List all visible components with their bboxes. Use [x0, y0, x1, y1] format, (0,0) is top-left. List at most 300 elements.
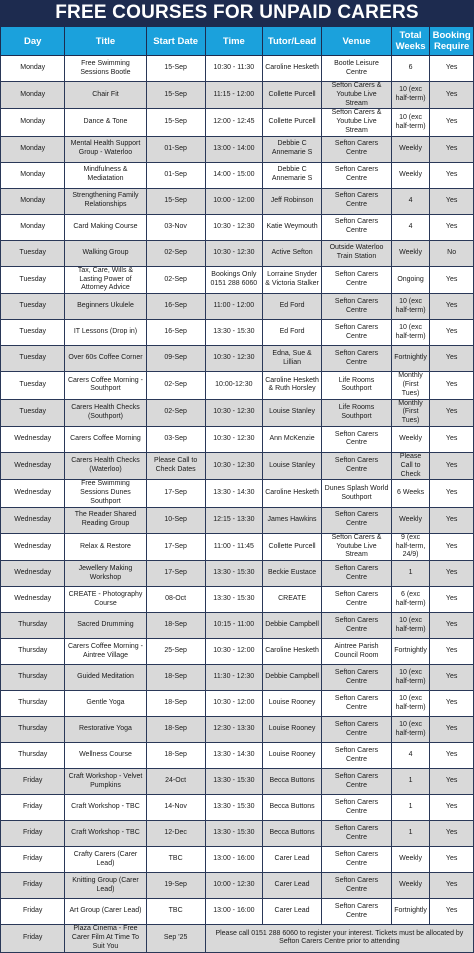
row-day: Monday: [1, 82, 65, 109]
row-title: Free Swimming Sessions Bootle: [65, 56, 146, 82]
row-day: Wednesday: [1, 426, 65, 452]
row-booking-required: Yes: [430, 109, 474, 136]
row-day: Wednesday: [1, 480, 65, 507]
row-booking-required: Yes: [430, 533, 474, 560]
row-time: Bookings Only 0151 288 6060: [205, 266, 262, 293]
row-title: Gentle Yoga: [65, 691, 146, 717]
row-title: IT Lessons (Drop in): [65, 320, 146, 346]
row-total-weeks: Please Call to Check: [391, 452, 429, 479]
table-row: [1, 480, 474, 507]
row-day: Thursday: [1, 691, 65, 717]
row-title: Chair Fit: [65, 82, 146, 109]
header-start-date: Start Date: [146, 27, 205, 56]
row-venue: Sefton Carers Centre: [322, 136, 392, 162]
row-start-date: 16-Sep: [146, 320, 205, 346]
row-day: Tuesday: [1, 320, 65, 346]
row-start-date: 18-Sep: [146, 691, 205, 717]
row-venue: Sefton Carers Centre: [322, 665, 392, 691]
row-day: Monday: [1, 109, 65, 136]
row-booking-required: Yes: [430, 561, 474, 587]
row-venue: Sefton Carers & Youtube Live Stream: [322, 109, 392, 136]
row-time: 13:00 - 16:00: [205, 899, 262, 925]
row-total-weeks: 10 (exc half-term): [391, 82, 429, 109]
row-title: Plaza Cinema - Free Carer Film At Time To Suit You: [65, 925, 146, 952]
row-time: 12:15 - 13:30: [205, 507, 262, 533]
row-tutor-lead: Carer Lead: [262, 847, 321, 873]
row-time: 13:30 - 15:30: [205, 561, 262, 587]
registration-note: Please call 0151 288 6060 to register your interest. Tickets must be allocated by Sefton Carers Centre prior to attending: [205, 925, 473, 952]
row-tutor-lead: Louise Rooney: [262, 717, 321, 743]
row-day: Thursday: [1, 639, 65, 665]
table-row: [1, 533, 474, 560]
table-row: [1, 769, 474, 795]
row-venue: Sefton Carers Centre: [322, 795, 392, 821]
row-start-date: 03-Nov: [146, 214, 205, 240]
row-tutor-lead: Caroline Hesketh: [262, 480, 321, 507]
page-title: FREE COURSES FOR UNPAID CARERS: [0, 0, 474, 26]
table-row: [1, 743, 474, 769]
row-venue: Sefton Carers Centre: [322, 266, 392, 293]
row-start-date: 18-Sep: [146, 613, 205, 639]
row-day: Monday: [1, 136, 65, 162]
row-day: Friday: [1, 925, 65, 952]
row-tutor-lead: Carer Lead: [262, 873, 321, 899]
row-venue: Aintree Parish Council Room: [322, 639, 392, 665]
row-venue: Sefton Carers Centre: [322, 346, 392, 372]
table-row: [1, 691, 474, 717]
row-day: Friday: [1, 769, 65, 795]
row-day: Wednesday: [1, 533, 65, 560]
row-venue: Sefton Carers Centre: [322, 743, 392, 769]
row-day: Friday: [1, 795, 65, 821]
table-row: [1, 320, 474, 346]
row-booking-required: Yes: [430, 399, 474, 426]
table-body: [1, 56, 474, 953]
row-total-weeks: 4: [391, 743, 429, 769]
row-start-date: 17-Sep: [146, 480, 205, 507]
row-venue: Sefton Carers Centre: [322, 769, 392, 795]
row-title: Craft Workshop - TBC: [65, 821, 146, 847]
row-venue: Sefton Carers & Youtube Live Stream: [322, 82, 392, 109]
row-title: Free Swimming Sessions Dunes Southport: [65, 480, 146, 507]
row-day: Tuesday: [1, 294, 65, 320]
row-time: 10:30 - 12:30: [205, 452, 262, 479]
row-tutor-lead: Ann McKenzie: [262, 426, 321, 452]
row-total-weeks: Fortnightly: [391, 346, 429, 372]
row-total-weeks: 10 (exc half-term): [391, 320, 429, 346]
row-booking-required: Yes: [430, 426, 474, 452]
row-title: Art Group (Carer Lead): [65, 899, 146, 925]
table-row: [1, 346, 474, 372]
row-venue: Sefton Carers Centre: [322, 188, 392, 214]
row-day: Tuesday: [1, 266, 65, 293]
row-title: Strengthening Family Relationships: [65, 188, 146, 214]
row-time: 13:30 - 15:30: [205, 795, 262, 821]
table-row: [1, 240, 474, 266]
row-booking-required: Yes: [430, 873, 474, 899]
row-day: Friday: [1, 821, 65, 847]
row-total-weeks: 10 (exc half-term): [391, 294, 429, 320]
table-row: [1, 136, 474, 162]
row-total-weeks: Ongoing: [391, 266, 429, 293]
row-day: Tuesday: [1, 240, 65, 266]
header-booking-required: Booking Require: [430, 27, 474, 56]
row-tutor-lead: Louise Stanley: [262, 452, 321, 479]
row-title: Carers Health Checks (Southport): [65, 399, 146, 426]
row-booking-required: Yes: [430, 743, 474, 769]
header-tutor-lead: Tutor/Lead: [262, 27, 321, 56]
row-booking-required: Yes: [430, 587, 474, 613]
row-venue: Sefton Carers Centre: [322, 691, 392, 717]
row-day: Wednesday: [1, 561, 65, 587]
row-venue: Sefton Carers Centre: [322, 162, 392, 188]
row-start-date: 17-Sep: [146, 561, 205, 587]
row-venue: Dunes Splash World Southport: [322, 480, 392, 507]
row-start-date: TBC: [146, 899, 205, 925]
row-title: Carers Coffee Morning: [65, 426, 146, 452]
row-start-date: 10-Sep: [146, 507, 205, 533]
row-start-date: 15-Sep: [146, 188, 205, 214]
row-tutor-lead: Collette Purcell: [262, 82, 321, 109]
table-row: [1, 795, 474, 821]
row-total-weeks: 4: [391, 188, 429, 214]
row-booking-required: Yes: [430, 613, 474, 639]
row-booking-required: Yes: [430, 821, 474, 847]
row-total-weeks: Weekly: [391, 507, 429, 533]
row-title: Over 60s Coffee Corner: [65, 346, 146, 372]
row-tutor-lead: CREATE: [262, 587, 321, 613]
row-time: 10:15 - 11:00: [205, 613, 262, 639]
table-row: [1, 452, 474, 479]
row-title: Mindfulness & Mediatation: [65, 162, 146, 188]
row-total-weeks: Fortnightly: [391, 639, 429, 665]
table-row: [1, 587, 474, 613]
row-tutor-lead: Louise Stanley: [262, 399, 321, 426]
row-booking-required: Yes: [430, 769, 474, 795]
row-time: 13:00 - 14:00: [205, 136, 262, 162]
table-row: [1, 613, 474, 639]
row-total-weeks: 6: [391, 56, 429, 82]
row-time: 12:00 - 12:45: [205, 109, 262, 136]
row-tutor-lead: Debbie C Annemarie S: [262, 136, 321, 162]
row-time: 11:00 - 12:00: [205, 294, 262, 320]
row-venue: Sefton Carers Centre: [322, 613, 392, 639]
row-venue: Sefton Carers Centre: [322, 320, 392, 346]
table-row: [1, 561, 474, 587]
row-tutor-lead: Louise Rooney: [262, 743, 321, 769]
row-day: Friday: [1, 873, 65, 899]
row-time: 10:30 - 12:30: [205, 240, 262, 266]
row-tutor-lead: James Hawkins: [262, 507, 321, 533]
row-start-date: 15-Sep: [146, 109, 205, 136]
row-total-weeks: Monthly (First Tues): [391, 372, 429, 399]
table-row: [1, 665, 474, 691]
row-title: The Reader Shared Reading Group: [65, 507, 146, 533]
row-time: 13:30 - 14:30: [205, 480, 262, 507]
row-title: Dance & Tone: [65, 109, 146, 136]
row-tutor-lead: Caroline Hesketh: [262, 639, 321, 665]
table-row: [1, 82, 474, 109]
row-start-date: Please Call to Check Dates: [146, 452, 205, 479]
row-title: Tax, Care, Wills & Lasting Power of Attorney Advice: [65, 266, 146, 293]
table-row: [1, 426, 474, 452]
row-booking-required: Yes: [430, 346, 474, 372]
row-time: 10:00 - 12:30: [205, 873, 262, 899]
row-booking-required: Yes: [430, 847, 474, 873]
row-tutor-lead: Ed Ford: [262, 320, 321, 346]
row-start-date: 12-Dec: [146, 821, 205, 847]
row-total-weeks: Weekly: [391, 426, 429, 452]
table-row: [1, 188, 474, 214]
row-total-weeks: 10 (exc half-term): [391, 613, 429, 639]
row-venue: Sefton Carers Centre: [322, 452, 392, 479]
row-booking-required: Yes: [430, 214, 474, 240]
row-booking-required: Yes: [430, 56, 474, 82]
table-header-row: [1, 27, 474, 56]
row-start-date: 02-Sep: [146, 399, 205, 426]
row-booking-required: Yes: [430, 162, 474, 188]
row-title: Sacred Drumming: [65, 613, 146, 639]
row-total-weeks: Weekly: [391, 136, 429, 162]
row-venue: Sefton Carers Centre: [322, 214, 392, 240]
row-time: 10:30 - 12:30: [205, 346, 262, 372]
row-tutor-lead: Debbie Campbell: [262, 613, 321, 639]
row-day: Tuesday: [1, 399, 65, 426]
row-booking-required: Yes: [430, 136, 474, 162]
row-booking-required: Yes: [430, 294, 474, 320]
row-total-weeks: 1: [391, 795, 429, 821]
header-total-weeks: Total Weeks: [391, 27, 429, 56]
row-day: Wednesday: [1, 452, 65, 479]
row-tutor-lead: Katie Weymouth: [262, 214, 321, 240]
row-total-weeks: 10 (exc half-term): [391, 691, 429, 717]
row-time: 10:30 - 11:30: [205, 56, 262, 82]
row-time: 13:30 - 15:30: [205, 587, 262, 613]
row-start-date: Sep '25: [146, 925, 205, 952]
header-day: Day: [1, 27, 65, 56]
row-title: Walking Group: [65, 240, 146, 266]
table-row: [1, 294, 474, 320]
row-booking-required: Yes: [430, 452, 474, 479]
row-time: 13:30 - 14:30: [205, 743, 262, 769]
row-total-weeks: Weekly: [391, 162, 429, 188]
row-time: 11:00 - 11:45: [205, 533, 262, 560]
courses-table: [0, 26, 474, 953]
row-time: 13:30 - 15:30: [205, 769, 262, 795]
row-tutor-lead: Beckie Eustace: [262, 561, 321, 587]
row-booking-required: No: [430, 240, 474, 266]
row-title: Knitting Group (Carer Lead): [65, 873, 146, 899]
row-tutor-lead: Debbie C Annemarie S: [262, 162, 321, 188]
header-venue: Venue: [322, 27, 392, 56]
row-start-date: 18-Sep: [146, 743, 205, 769]
row-booking-required: Yes: [430, 717, 474, 743]
row-booking-required: Yes: [430, 507, 474, 533]
row-tutor-lead: Caroline Hesketh & Ruth Horsley: [262, 372, 321, 399]
row-start-date: 02-Sep: [146, 240, 205, 266]
table-row: [1, 56, 474, 82]
row-title: Mental Health Support Group - Waterloo: [65, 136, 146, 162]
row-venue: Sefton Carers Centre: [322, 899, 392, 925]
row-tutor-lead: Becca Buttons: [262, 821, 321, 847]
row-total-weeks: Weekly: [391, 240, 429, 266]
row-start-date: 19-Sep: [146, 873, 205, 899]
row-venue: Sefton Carers Centre: [322, 821, 392, 847]
row-venue: Bootle Leisure Centre: [322, 56, 392, 82]
row-start-date: 24-Oct: [146, 769, 205, 795]
row-day: Friday: [1, 847, 65, 873]
row-start-date: 18-Sep: [146, 665, 205, 691]
row-day: Wednesday: [1, 587, 65, 613]
row-venue: Life Rooms Southport: [322, 399, 392, 426]
row-day: Tuesday: [1, 372, 65, 399]
row-title: Carers Health Checks (Waterloo): [65, 452, 146, 479]
row-total-weeks: 1: [391, 821, 429, 847]
table-row: [1, 507, 474, 533]
row-start-date: 15-Sep: [146, 82, 205, 109]
row-day: Thursday: [1, 717, 65, 743]
row-venue: Sefton Carers Centre: [322, 717, 392, 743]
row-venue: Sefton Carers Centre: [322, 847, 392, 873]
row-tutor-lead: Active Sefton: [262, 240, 321, 266]
row-title: Craft Workshop - TBC: [65, 795, 146, 821]
row-start-date: 03-Sep: [146, 426, 205, 452]
row-tutor-lead: Becca Buttons: [262, 795, 321, 821]
row-day: Tuesday: [1, 346, 65, 372]
row-title: Restorative Yoga: [65, 717, 146, 743]
row-total-weeks: Weekly: [391, 873, 429, 899]
row-total-weeks: Monthly (First Tues): [391, 399, 429, 426]
row-start-date: 17-Sep: [146, 533, 205, 560]
row-time: 10:30 - 12:00: [205, 639, 262, 665]
header-title: Title: [65, 27, 146, 56]
row-title: Beginners Ukulele: [65, 294, 146, 320]
row-total-weeks: 4: [391, 214, 429, 240]
row-time: 10:30 - 12:00: [205, 691, 262, 717]
row-tutor-lead: Collette Purcell: [262, 533, 321, 560]
row-day: Thursday: [1, 743, 65, 769]
row-start-date: 09-Sep: [146, 346, 205, 372]
table-row: [1, 717, 474, 743]
row-start-date: 01-Sep: [146, 162, 205, 188]
row-day: Wednesday: [1, 507, 65, 533]
row-total-weeks: 10 (exc half-term): [391, 665, 429, 691]
row-title: Crafty Carers (Carer Lead): [65, 847, 146, 873]
row-venue: Sefton Carers Centre: [322, 507, 392, 533]
row-total-weeks: Fortnightly: [391, 899, 429, 925]
row-day: Thursday: [1, 613, 65, 639]
row-time: 10:30 - 12:30: [205, 214, 262, 240]
row-venue: Sefton Carers Centre: [322, 587, 392, 613]
row-time: 12:30 - 13:30: [205, 717, 262, 743]
row-venue: Sefton Carers Centre: [322, 873, 392, 899]
table-row: [1, 162, 474, 188]
row-booking-required: Yes: [430, 899, 474, 925]
row-time: 10:00 - 12:00: [205, 188, 262, 214]
row-time: 13:00 - 16:00: [205, 847, 262, 873]
row-time: 10:00-12:30: [205, 372, 262, 399]
row-day: Monday: [1, 162, 65, 188]
row-day: Monday: [1, 56, 65, 82]
row-start-date: 08-Oct: [146, 587, 205, 613]
row-venue: Sefton Carers Centre: [322, 294, 392, 320]
table-row: [1, 873, 474, 899]
row-day: Friday: [1, 899, 65, 925]
row-tutor-lead: Jeff Robinson: [262, 188, 321, 214]
row-title: Jewellery Making Workshop: [65, 561, 146, 587]
row-venue: Outside Waterloo Train Station: [322, 240, 392, 266]
table-row-last: [1, 925, 474, 952]
row-total-weeks: 10 (exc half-term): [391, 109, 429, 136]
row-venue: Sefton Carers & Youtube Live Stream: [322, 533, 392, 560]
row-tutor-lead: Lorraine Snyder & Victoria Stalker: [262, 266, 321, 293]
row-time: 11:15 - 12:00: [205, 82, 262, 109]
row-booking-required: Yes: [430, 665, 474, 691]
row-title: Relax & Restore: [65, 533, 146, 560]
row-venue: Sefton Carers Centre: [322, 561, 392, 587]
row-start-date: 02-Sep: [146, 372, 205, 399]
row-start-date: 15-Sep: [146, 56, 205, 82]
row-start-date: 16-Sep: [146, 294, 205, 320]
row-total-weeks: 6 Weeks: [391, 480, 429, 507]
row-tutor-lead: Debbie Campbell: [262, 665, 321, 691]
row-day: Monday: [1, 188, 65, 214]
row-tutor-lead: Collette Purcell: [262, 109, 321, 136]
row-total-weeks: Weekly: [391, 847, 429, 873]
row-time: 14:00 - 15:00: [205, 162, 262, 188]
row-start-date: 25-Sep: [146, 639, 205, 665]
table-row: [1, 847, 474, 873]
row-tutor-lead: Ed Ford: [262, 294, 321, 320]
table-row: [1, 372, 474, 399]
row-title: Carers Coffee Morning - Aintree Village: [65, 639, 146, 665]
table-row: [1, 266, 474, 293]
row-time: 13:30 - 15:30: [205, 821, 262, 847]
row-venue: Sefton Carers Centre: [322, 426, 392, 452]
row-start-date: TBC: [146, 847, 205, 873]
table-row: [1, 109, 474, 136]
row-booking-required: Yes: [430, 320, 474, 346]
row-time: 10:30 - 12:30: [205, 426, 262, 452]
row-booking-required: Yes: [430, 188, 474, 214]
row-title: Guided Meditation: [65, 665, 146, 691]
row-total-weeks: 1: [391, 561, 429, 587]
row-tutor-lead: Caroline Hesketh: [262, 56, 321, 82]
row-start-date: 18-Sep: [146, 717, 205, 743]
table-row: [1, 399, 474, 426]
row-start-date: 14-Nov: [146, 795, 205, 821]
row-title: Carers Coffee Morning - Southport: [65, 372, 146, 399]
row-title: Card Making Course: [65, 214, 146, 240]
row-booking-required: Yes: [430, 82, 474, 109]
row-tutor-lead: Carer Lead: [262, 899, 321, 925]
row-tutor-lead: Becca Buttons: [262, 769, 321, 795]
row-total-weeks: 10 (exc half-term): [391, 717, 429, 743]
table-row: [1, 639, 474, 665]
row-booking-required: Yes: [430, 480, 474, 507]
row-day: Monday: [1, 214, 65, 240]
row-title: Craft Workshop - Velvet Pumpkins: [65, 769, 146, 795]
row-tutor-lead: Louise Rooney: [262, 691, 321, 717]
row-venue: Life Rooms Southport: [322, 372, 392, 399]
row-booking-required: Yes: [430, 691, 474, 717]
row-day: Thursday: [1, 665, 65, 691]
row-booking-required: Yes: [430, 372, 474, 399]
row-start-date: 01-Sep: [146, 136, 205, 162]
row-booking-required: Yes: [430, 639, 474, 665]
row-time: 10:30 - 12:30: [205, 399, 262, 426]
row-booking-required: Yes: [430, 795, 474, 821]
